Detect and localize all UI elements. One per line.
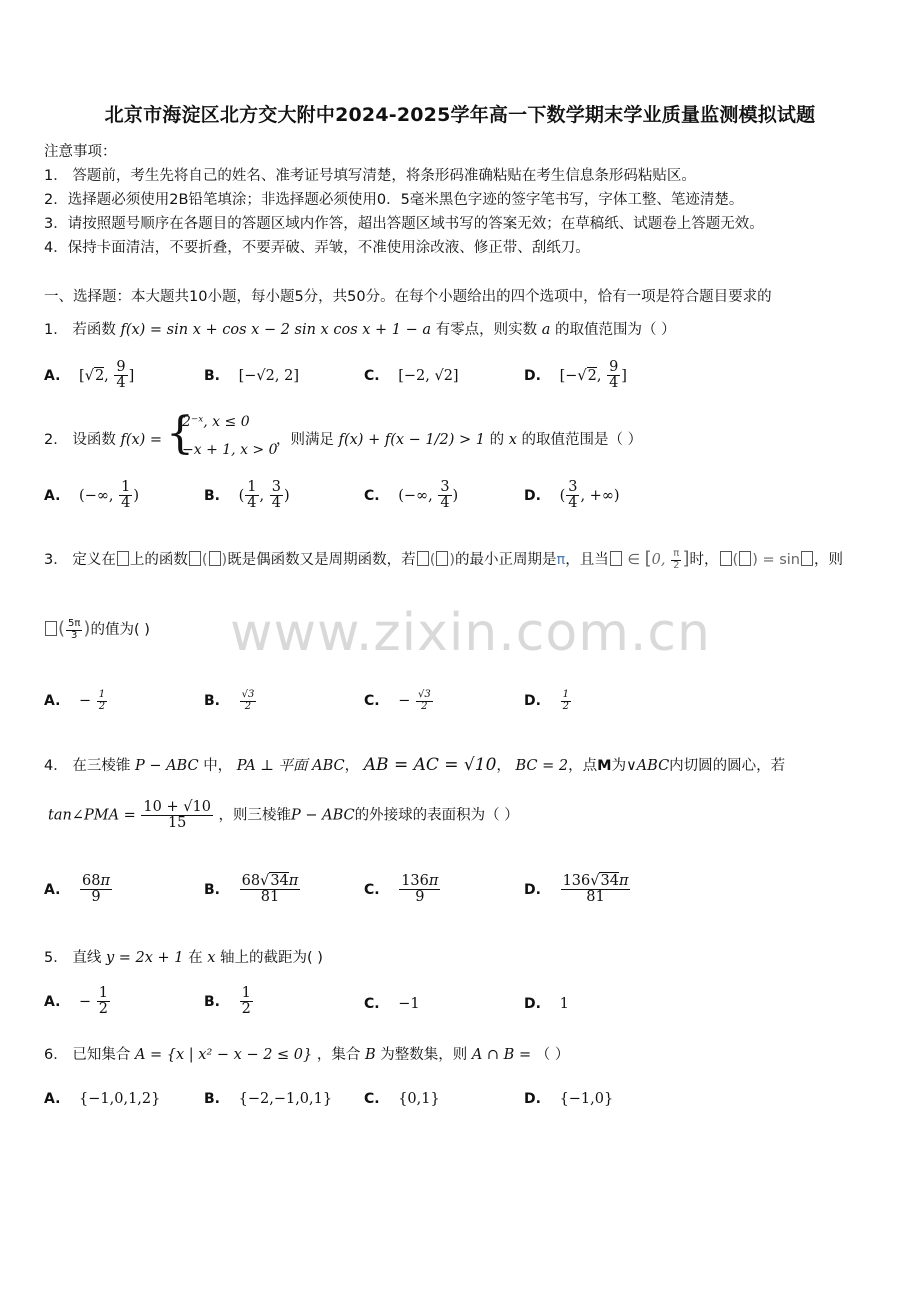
q4-option-c[interactable] <box>364 874 441 905</box>
option-value: $\frac{136√34\pi}{81}$ <box>562 873 629 906</box>
math-expression: ∨ABC <box>626 758 670 774</box>
question-text: 中， <box>203 758 233 774</box>
q3-option-a[interactable] <box>44 690 108 712</box>
missing-glyph-icon <box>45 621 57 636</box>
option-value: [√2, $\frac{9}{4}$ ] <box>79 359 135 392</box>
q3-option-b[interactable] <box>204 690 257 712</box>
math-expression: AB = AC = √10 <box>363 755 497 775</box>
option-letter: B. <box>204 693 220 709</box>
watermark: www.zixin.com.cn <box>230 603 711 663</box>
option-letter: D. <box>524 487 541 504</box>
question-5 <box>44 946 323 967</box>
option-value: $\frac{√3}{2}$ <box>241 689 255 712</box>
question-text: 直线 <box>72 950 102 966</box>
option-value: − $\frac{1}{2}$ <box>79 985 109 1018</box>
question-text: （ ） <box>535 1047 570 1063</box>
option-value: $\frac{1}{2}$ <box>241 985 251 1018</box>
pi-symbol: π <box>556 552 566 568</box>
math-expression: f(x) + f(x − 1/2) > 1 <box>338 432 485 448</box>
q6-option-c[interactable] <box>364 1091 440 1107</box>
notice-item-3: 3．请按照题号顺序在各题目的答题区域内作答，超出答题区域书写的答案无效；在草稿纸、试题卷上答题无效。 <box>44 216 764 232</box>
question-text: 在三棱锥 <box>72 758 131 774</box>
question-text: 设函数 <box>72 432 116 448</box>
piecewise-case-1: 2⁻ˣ, x ≤ 0 <box>182 414 250 430</box>
q4-option-d[interactable] <box>524 874 631 905</box>
missing-glyph-icon <box>801 551 813 566</box>
math-expression: f(x) = <box>120 432 163 448</box>
question-text: 上的函数 <box>129 552 188 568</box>
option-letter: C. <box>364 487 380 504</box>
q4-option-b[interactable] <box>204 874 301 905</box>
q2-option-d[interactable] <box>524 480 620 511</box>
missing-glyph-icon <box>610 551 622 566</box>
missing-glyph-icon <box>417 551 429 566</box>
option-letter: A. <box>44 993 61 1010</box>
option-value: {0,1} <box>398 1091 440 1107</box>
option-value: − $\frac{√3}{2}$ <box>398 689 431 712</box>
option-value: − $\frac{1}{2}$ <box>79 689 106 712</box>
question-number: 5． <box>44 950 68 966</box>
piecewise-case-2: −x + 1, x > 0 <box>182 442 278 458</box>
option-letter: C. <box>364 881 380 898</box>
option-letter: A. <box>44 487 61 504</box>
question-number: 3． <box>44 552 68 568</box>
option-value: (−∞, $\frac{3}{4}$ ) <box>398 479 459 512</box>
question-3: 3． 定义在 上的函数 ( )既是偶函数又是周期函数，若 ( )的最小正周期是π，且当 ∈ [0, $\frac{\pi}{2}$ ]时， ( ) = sin ，则 <box>44 548 843 571</box>
q6-option-a[interactable] <box>44 1091 160 1107</box>
option-value: {−1,0} <box>559 1091 614 1107</box>
question-text: 为整数集，则 <box>380 1047 468 1063</box>
option-letter: C. <box>364 1091 380 1107</box>
math-variable: a <box>541 322 551 338</box>
question-text: 定义在 <box>72 552 116 568</box>
q6-option-d[interactable] <box>524 1091 613 1107</box>
math-variable: B <box>364 1047 376 1063</box>
notice-heading: 注意事项： <box>44 144 117 160</box>
option-letter: B. <box>204 993 220 1010</box>
missing-glyph-icon <box>720 551 732 566</box>
question-text: ，且当 <box>565 552 609 568</box>
question-2-tail <box>276 428 642 449</box>
option-value: $\frac{68\pi}{9}$ <box>82 873 111 906</box>
missing-glyph-icon <box>739 551 751 566</box>
option-letter: A. <box>44 881 61 898</box>
option-letter: B. <box>204 487 220 504</box>
question-1 <box>44 318 676 339</box>
question-text: 的 <box>489 432 505 448</box>
fraction-denominator: 15 <box>167 815 187 832</box>
question-4: 4． 在三棱锥 P − ABC 中， PA ⊥ 平面 ABC， AB = AC = √10， BC = 2，点M为∨ABC内切圆的圆心，若 <box>44 755 786 775</box>
question-text: ，集合 <box>316 1047 361 1063</box>
question-text: 的最小正周期是 <box>455 552 557 568</box>
question-3-cont: ( $\frac{5\pi}{3}$ )的值为( ) <box>44 618 150 641</box>
option-letter: D. <box>524 693 541 709</box>
option-value: (−∞, $\frac{1}{4}$ ) <box>79 479 140 512</box>
option-letter: C. <box>364 693 380 709</box>
question-text: 已知集合 <box>72 1047 131 1063</box>
option-value: [−√2, $\frac{9}{4}$ ] <box>559 359 627 392</box>
q1-option-d[interactable] <box>524 360 627 391</box>
question-text: 在 <box>188 950 203 966</box>
option-value: ( $\frac{3}{4}$ , +∞) <box>559 479 620 512</box>
question-text: ，点 <box>568 758 598 774</box>
q2-option-c[interactable] <box>364 480 458 511</box>
question-text: 既是偶函数又是周期函数，若 <box>227 552 416 568</box>
option-letter: D. <box>524 881 541 898</box>
notice-item-2: 2．选择题必须使用2B铅笔填涂；非选择题必须使用0．5毫米黑色字迹的签字笔书写，字体工整、笔迹清楚。 <box>44 192 744 208</box>
question-number: 6． <box>44 1047 68 1063</box>
question-number: 2． <box>44 432 68 448</box>
math-expression: BC = 2 <box>515 758 569 774</box>
option-letter: C. <box>364 996 380 1012</box>
missing-glyph-icon <box>436 551 448 566</box>
question-4-cont <box>48 800 519 831</box>
math-expression: A = {x | x² − x − 2 ≤ 0} <box>134 1047 313 1063</box>
math-expression: A ∩ B = <box>471 1047 532 1063</box>
option-value: {−1,0,1,2} <box>79 1091 161 1107</box>
q1-option-a[interactable] <box>44 360 134 391</box>
math-expression: P − ABC <box>134 758 199 774</box>
option-letter: D. <box>524 996 541 1012</box>
option-letter: D. <box>524 1091 541 1107</box>
math-variable: x <box>508 432 517 448</box>
question-text: 内切圆的圆心，若 <box>669 758 786 774</box>
question-text: 的取值范围为（ ） <box>555 322 676 338</box>
q4-option-a[interactable] <box>44 874 113 905</box>
math-expression: f(x) = sin x + cos x − 2 sin x cos x + 1 − a <box>120 322 432 338</box>
option-value: −1 <box>398 996 420 1012</box>
q2-option-b[interactable] <box>204 480 290 511</box>
option-letter: A. <box>44 367 61 384</box>
question-2-lead <box>44 428 162 449</box>
q2-option-a[interactable] <box>44 480 139 511</box>
q5-option-d[interactable] <box>524 996 569 1012</box>
q1-option-c[interactable] <box>364 368 459 384</box>
fraction-numerator: 10 + √10 <box>143 799 211 815</box>
question-text: 时， <box>689 552 719 568</box>
notice-item-1: 1． 答题前，考生先将自己的姓名、准考证号填写清楚，将条形码准确粘贴在考生信息条形码粘贴区。 <box>44 168 696 184</box>
question-text: 轴上的截距为( ) <box>220 950 323 966</box>
piecewise-brace: { <box>166 408 194 459</box>
option-letter: A. <box>44 693 61 709</box>
math-expression: y = 2x + 1 <box>105 950 184 966</box>
option-value: ( $\frac{1}{4}$ , $\frac{3}{4}$ ) <box>238 479 290 512</box>
question-text: ，则 <box>814 552 843 568</box>
option-letter: B. <box>204 1091 220 1107</box>
option-value: [−2, √2] <box>398 368 459 384</box>
q3-option-c[interactable] <box>364 690 434 712</box>
missing-glyph-icon <box>209 551 221 566</box>
q5-option-a[interactable] <box>44 986 111 1017</box>
section-heading: 一、选择题：本大题共10小题，每小题5分，共50分。在每个小题给出的四个选项中，恰有一项是符合题目要求的 <box>44 289 772 305</box>
q5-option-c[interactable] <box>364 996 420 1012</box>
math-variable: M <box>597 758 612 774</box>
math-variable: x <box>207 950 216 966</box>
q6-option-b[interactable] <box>204 1091 332 1107</box>
math-expression: tan∠PMA = <box>48 807 136 824</box>
question-6 <box>44 1043 569 1064</box>
question-text: 的外接球的表面积为（ ） <box>354 807 519 824</box>
math-expression: P − ABC <box>291 807 355 824</box>
option-letter: A. <box>44 1091 61 1107</box>
question-text: ，则满足 <box>276 432 334 448</box>
q5-option-b[interactable] <box>204 986 254 1017</box>
missing-glyph-icon <box>117 551 129 566</box>
option-letter: D. <box>524 367 541 384</box>
math-expression: PA ⊥ 平面 ABC <box>236 758 345 774</box>
notice-item-4: 4．保持卡面清洁，不要折叠，不要弄破、弄皱，不准使用涂改液、修正带、刮纸刀。 <box>44 240 590 256</box>
option-letter: B. <box>204 368 220 384</box>
missing-glyph-icon <box>189 551 201 566</box>
question-text: 的取值范围是（ ） <box>521 432 643 448</box>
option-letter: B. <box>204 881 220 898</box>
question-text: 有零点，则实数 <box>435 322 538 338</box>
question-number: 4． <box>44 758 68 774</box>
q1-option-b[interactable] <box>204 368 299 384</box>
option-value: {−2,−1,0,1} <box>238 1091 333 1107</box>
q3-option-d[interactable] <box>524 690 572 712</box>
option-value: 1 <box>559 996 569 1012</box>
question-number: 1． <box>44 322 68 338</box>
option-value: [−√2, 2] <box>238 368 299 384</box>
question-text: 的值为( ) <box>90 622 150 638</box>
option-value: $\frac{68√34\pi}{81}$ <box>241 873 299 906</box>
option-value: $\frac{136\pi}{9}$ <box>401 873 439 906</box>
page-title: 北京市海淀区北方交大附中2024-2025学年高一下数学期末学业质量监测模拟试题 <box>104 104 816 126</box>
question-text: 为 <box>611 758 627 774</box>
option-value: $\frac{1}{2}$ <box>562 689 569 712</box>
option-letter: C. <box>364 368 380 384</box>
question-text: ，则三棱锥 <box>218 807 292 824</box>
question-text: 若函数 <box>72 322 116 338</box>
